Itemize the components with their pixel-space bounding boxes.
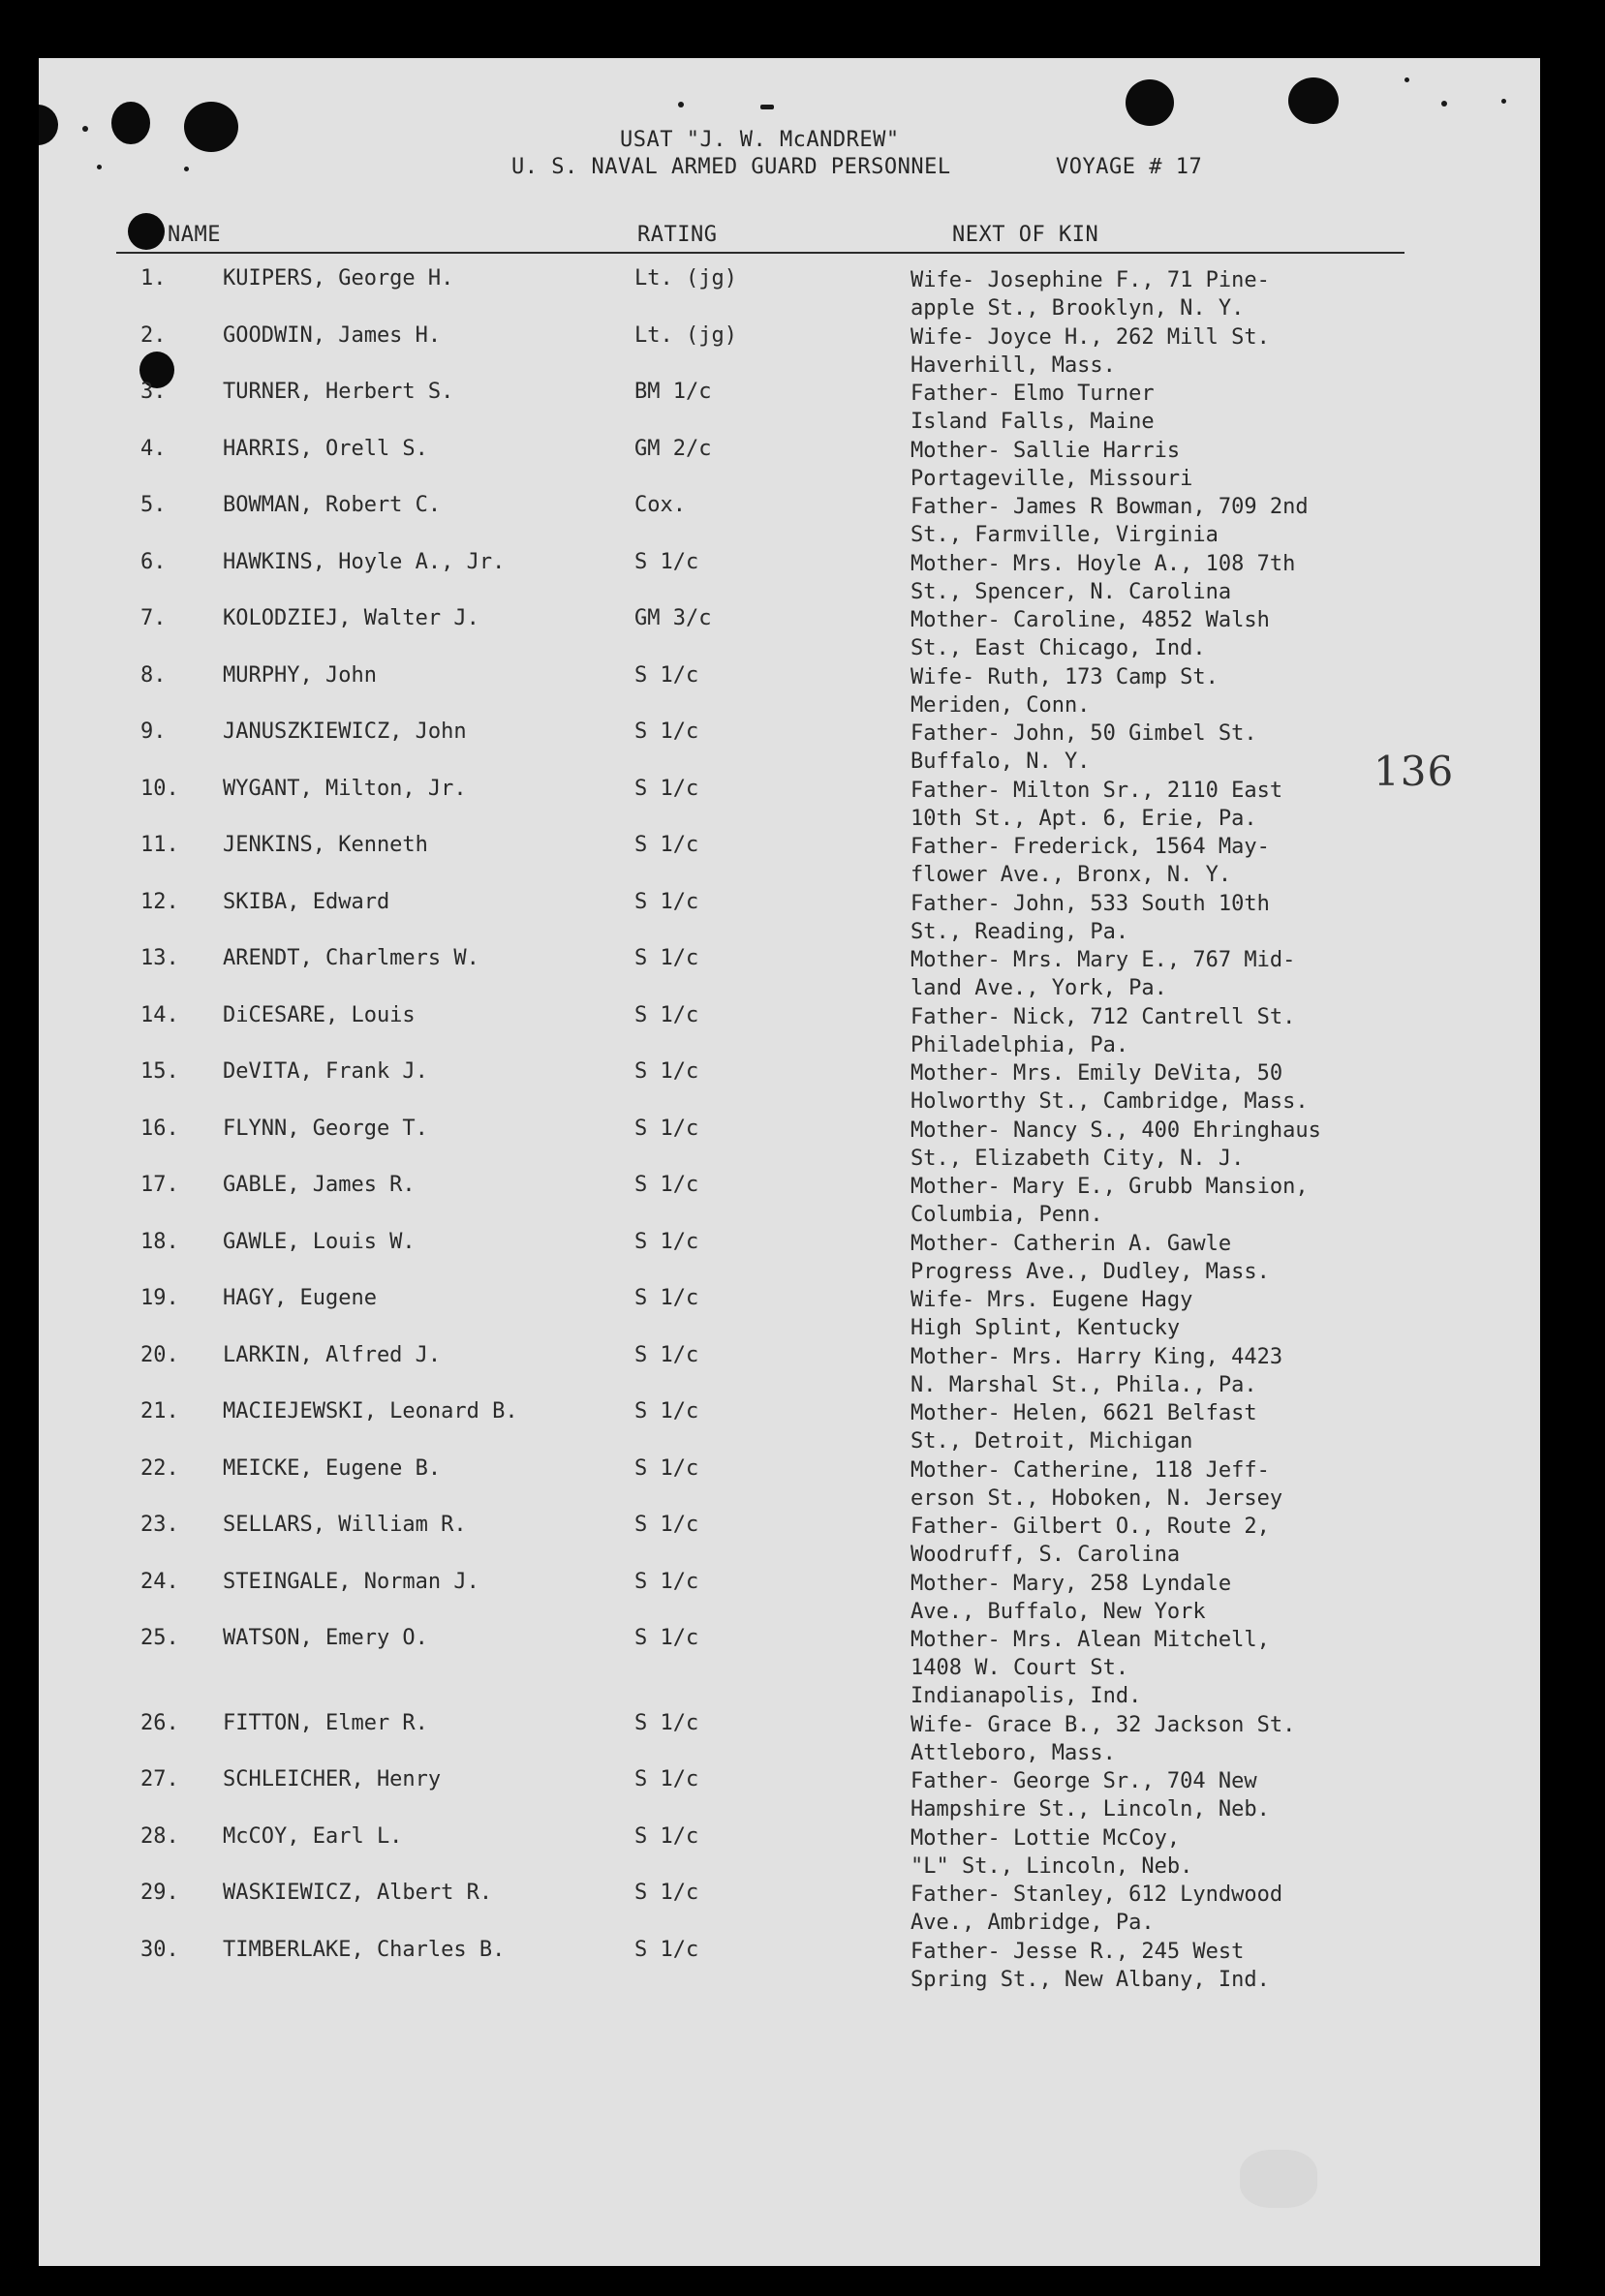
table-row — [39, 1230, 1540, 1286]
crew-name: GABLE, James R. — [223, 1173, 416, 1197]
next-of-kin: Mother- Mrs. Alean Mitchell, 1408 W. Court St. Indianapolis, Ind. — [911, 1628, 1270, 1708]
row-number: 1. — [140, 266, 167, 291]
crew-name: KUIPERS, George H. — [223, 266, 454, 291]
crew-rating: GM 2/c — [634, 436, 712, 461]
next-of-kin: Father- Gilbert O., Route 2, Woodruff, S. Carolina — [911, 1515, 1270, 1567]
row-number: 27. — [140, 1767, 179, 1791]
row-number: 20. — [140, 1342, 179, 1367]
crew-name: BOWMAN, Robert C. — [223, 493, 442, 517]
document-title: USAT "J. W. McANDREW" — [620, 128, 900, 152]
crew-rating: S 1/c — [634, 1513, 699, 1537]
crew-name: WYGANT, Milton, Jr. — [223, 776, 467, 801]
crew-rating: S 1/c — [634, 1173, 699, 1197]
row-number: 5. — [140, 493, 167, 517]
crew-name: GAWLE, Louis W. — [223, 1229, 416, 1254]
column-header-name: NAME — [168, 223, 221, 247]
next-of-kin: Father- Elmo Turner Island Falls, Maine — [911, 382, 1155, 434]
ink-dot — [678, 102, 684, 107]
table-row — [39, 323, 1540, 380]
crew-name: MACIEJEWSKI, Leonard B. — [223, 1399, 518, 1424]
row-number: 6. — [140, 549, 167, 574]
crew-name: SKIBA, Edward — [223, 889, 390, 914]
row-number: 29. — [140, 1881, 179, 1905]
row-number: 2. — [140, 322, 167, 348]
table-row — [39, 1003, 1540, 1059]
crew-name: SELLARS, William R. — [223, 1513, 467, 1537]
ink-dot — [82, 126, 88, 132]
row-number: 24. — [140, 1569, 179, 1594]
table-row — [39, 1881, 1540, 1937]
punch-hole — [1126, 79, 1174, 126]
crew-name: KOLODZIEJ, Walter J. — [223, 606, 479, 630]
next-of-kin: Father- Stanley, 612 Lyndwood Ave., Ambridge, Pa. — [911, 1883, 1283, 1935]
crew-rating: GM 3/c — [634, 606, 712, 630]
crew-rating: S 1/c — [634, 1710, 699, 1735]
punch-hole — [111, 102, 150, 144]
row-number: 4. — [140, 436, 167, 461]
table-row — [39, 890, 1540, 946]
crew-rating: S 1/c — [634, 1399, 699, 1424]
crew-name: WATSON, Emery O. — [223, 1626, 428, 1650]
table-row — [39, 719, 1540, 776]
row-number: 12. — [140, 889, 179, 914]
next-of-kin: Mother- Helen, 6621 Belfast St., Detroit, Michigan — [911, 1401, 1257, 1454]
table-row — [39, 1824, 1540, 1881]
table-row — [39, 266, 1540, 322]
next-of-kin: Father- Milton Sr., 2110 East 10th St., Apt. 6, Erie, Pa. — [911, 778, 1283, 831]
next-of-kin: Mother- Caroline, 4852 Walsh St., East Chicago, Ind. — [911, 608, 1270, 660]
ink-dot — [1441, 101, 1447, 107]
row-number: 23. — [140, 1513, 179, 1537]
next-of-kin: Father- James R Bowman, 709 2nd St., Farmville, Virginia — [911, 495, 1309, 547]
next-of-kin: Wife- Ruth, 173 Camp St. Meriden, Conn. — [911, 664, 1219, 718]
table-row — [39, 437, 1540, 493]
table-row — [39, 1626, 1540, 1708]
table-row — [39, 1286, 1540, 1342]
table-row — [39, 1117, 1540, 1173]
crew-rating: S 1/c — [634, 1823, 699, 1849]
crew-name: MEICKE, Eugene B. — [223, 1455, 442, 1481]
table-row — [39, 833, 1540, 889]
row-number: 18. — [140, 1229, 179, 1254]
ink-dot — [1404, 77, 1409, 82]
next-of-kin: Mother- Mrs. Harry King, 4423 N. Marshal St., Phila., Pa. — [911, 1344, 1283, 1397]
crew-name: DeVITA, Frank J. — [223, 1059, 428, 1084]
row-number: 3. — [140, 380, 167, 404]
crew-name: GOODWIN, James H. — [223, 322, 442, 348]
row-number: 13. — [140, 946, 179, 970]
row-number: 7. — [140, 606, 167, 630]
table-row — [39, 1570, 1540, 1626]
next-of-kin: Father- Nick, 712 Cantrell St. Philadelphia, Pa. — [911, 1004, 1296, 1057]
table-row — [39, 1938, 1540, 1994]
crew-name: HARRIS, Orell S. — [223, 436, 428, 461]
row-number: 15. — [140, 1059, 179, 1084]
crew-rating: S 1/c — [634, 1002, 699, 1027]
table-row — [39, 1711, 1540, 1767]
crew-name: LARKIN, Alfred J. — [223, 1342, 442, 1367]
ink-dot — [184, 167, 189, 171]
crew-name: DiCESARE, Louis — [223, 1002, 416, 1027]
next-of-kin: Father- Frederick, 1564 May- flower Ave., Bronx, N. Y. — [911, 835, 1270, 887]
row-number: 11. — [140, 833, 179, 857]
table-row — [39, 1399, 1540, 1455]
table-row — [39, 1513, 1540, 1569]
table-row — [39, 380, 1540, 436]
next-of-kin: Wife- Grace B., 32 Jackson St. Attleboro, Mass. — [911, 1712, 1296, 1765]
row-number: 9. — [140, 719, 167, 744]
crew-name: TURNER, Herbert S. — [223, 380, 454, 404]
table-row — [39, 606, 1540, 662]
next-of-kin: Wife- Joyce H., 262 Mill St. Haverhill, Mass. — [911, 324, 1270, 378]
crew-rating: Lt. (jg) — [634, 266, 737, 291]
document-page — [39, 58, 1540, 2266]
crew-rating: S 1/c — [634, 946, 699, 970]
header-rule — [116, 252, 1404, 254]
crew-rating: S 1/c — [634, 889, 699, 914]
crew-name: JANUSZKIEWICZ, John — [223, 719, 467, 744]
table-row — [39, 1343, 1540, 1399]
next-of-kin: Mother- Sallie Harris Portageville, Missouri — [911, 438, 1193, 491]
row-number: 25. — [140, 1626, 179, 1650]
row-number: 17. — [140, 1173, 179, 1197]
crew-name: JENKINS, Kenneth — [223, 833, 428, 857]
next-of-kin: Mother- Catherine, 118 Jeff- erson St., Hoboken, N. Jersey — [911, 1457, 1283, 1511]
next-of-kin: Father- John, 533 South 10th St., Reading, Pa. — [911, 891, 1270, 944]
crew-rating: S 1/c — [634, 1767, 699, 1791]
crew-rating: S 1/c — [634, 1881, 699, 1905]
crew-name: STEINGALE, Norman J. — [223, 1569, 479, 1594]
next-of-kin: Mother- Mrs. Mary E., 767 Mid- land Ave., York, Pa. — [911, 948, 1296, 1000]
punch-hole — [1288, 77, 1339, 124]
crew-rating: S 1/c — [634, 776, 699, 801]
row-number: 22. — [140, 1455, 179, 1481]
table-row — [39, 663, 1540, 719]
next-of-kin: Mother- Mrs. Hoyle A., 108 7th St., Spencer, N. Carolina — [911, 551, 1296, 604]
crew-name: FLYNN, George T. — [223, 1116, 428, 1141]
crew-rating: S 1/c — [634, 1455, 699, 1481]
row-number: 28. — [140, 1823, 179, 1849]
row-number: 16. — [140, 1116, 179, 1141]
ink-dot — [760, 105, 774, 109]
document-subtitle: U. S. NAVAL ARMED GUARD PERSONNEL — [511, 155, 951, 179]
row-number: 14. — [140, 1002, 179, 1027]
crew-name: ARENDT, Charlmers W. — [223, 946, 479, 970]
row-number: 10. — [140, 776, 179, 801]
crew-name: WASKIEWICZ, Albert R. — [223, 1881, 493, 1905]
next-of-kin: Wife- Mrs. Eugene Hagy High Splint, Kentucky — [911, 1288, 1193, 1340]
punch-hole — [184, 102, 238, 152]
crew-name: HAWKINS, Hoyle A., Jr. — [223, 549, 506, 574]
crew-rating: S 1/c — [634, 1342, 699, 1367]
next-of-kin: Mother- Catherin A. Gawle Progress Ave., Dudley, Mass. — [911, 1231, 1270, 1284]
crew-rating: BM 1/c — [634, 380, 712, 404]
page-number: 136 — [1374, 748, 1455, 795]
crew-rating: S 1/c — [634, 719, 699, 744]
crew-rating: S 1/c — [634, 1059, 699, 1084]
next-of-kin: Mother- Lottie McCoy, "L" St., Lincoln, Neb. — [911, 1825, 1193, 1879]
crew-rating: S 1/c — [634, 662, 699, 688]
crew-name: McCOY, Earl L. — [223, 1823, 403, 1849]
next-of-kin: Mother- Mary, 258 Lyndale Ave., Buffalo, New York — [911, 1571, 1232, 1624]
voyage-number: VOYAGE # 17 — [1056, 155, 1203, 179]
crew-rating: S 1/c — [634, 1626, 699, 1650]
ink-dot — [97, 165, 102, 169]
column-header-kin: NEXT OF KIN — [952, 223, 1099, 247]
crew-name: TIMBERLAKE, Charles B. — [223, 1937, 506, 1962]
next-of-kin: Father- John, 50 Gimbel St. Buffalo, N. Y. — [911, 721, 1257, 774]
punch-hole — [39, 105, 58, 145]
crew-name: MURPHY, John — [223, 662, 377, 688]
crew-rating: Cox. — [634, 493, 686, 517]
crew-name: FITTON, Elmer R. — [223, 1710, 428, 1735]
table-row — [39, 1173, 1540, 1229]
table-row — [39, 1767, 1540, 1823]
next-of-kin: Father- Jesse R., 245 West Spring St., New Albany, Ind. — [911, 1939, 1270, 1992]
crew-rating: Lt. (jg) — [634, 322, 737, 348]
table-row — [39, 946, 1540, 1002]
table-row — [39, 1059, 1540, 1116]
next-of-kin: Mother- Mrs. Emily DeVita, 50 Holworthy St., Cambridge, Mass. — [911, 1061, 1309, 1114]
crew-name: SCHLEICHER, Henry — [223, 1767, 442, 1791]
crew-rating: S 1/c — [634, 1569, 699, 1594]
column-header-rating: RATING — [637, 223, 718, 247]
table-row — [39, 1456, 1540, 1513]
punch-hole — [128, 213, 165, 250]
crew-name: HAGY, Eugene — [223, 1286, 377, 1310]
crew-rating: S 1/c — [634, 1229, 699, 1254]
crew-rating: S 1/c — [634, 833, 699, 857]
crew-rating: S 1/c — [634, 549, 699, 574]
next-of-kin: Wife- Josephine F., 71 Pine- apple St., Brooklyn, N. Y. — [911, 268, 1270, 321]
crew-rating: S 1/c — [634, 1937, 699, 1962]
row-number: 26. — [140, 1710, 179, 1735]
row-number: 30. — [140, 1937, 179, 1962]
row-number: 21. — [140, 1399, 179, 1424]
ink-dot — [1501, 99, 1506, 104]
row-number: 19. — [140, 1286, 179, 1310]
paper-stain — [1240, 2150, 1317, 2208]
table-row — [39, 550, 1540, 606]
next-of-kin: Mother- Mary E., Grubb Mansion, Columbia, Penn. — [911, 1175, 1309, 1227]
crew-rating: S 1/c — [634, 1116, 699, 1141]
next-of-kin: Mother- Nancy S., 400 Ehringhaus St., Elizabeth City, N. J. — [911, 1117, 1321, 1171]
table-row — [39, 777, 1540, 833]
crew-rating: S 1/c — [634, 1286, 699, 1310]
row-number: 8. — [140, 662, 167, 688]
next-of-kin: Father- George Sr., 704 New Hampshire St., Lincoln, Neb. — [911, 1769, 1270, 1821]
table-row — [39, 493, 1540, 549]
